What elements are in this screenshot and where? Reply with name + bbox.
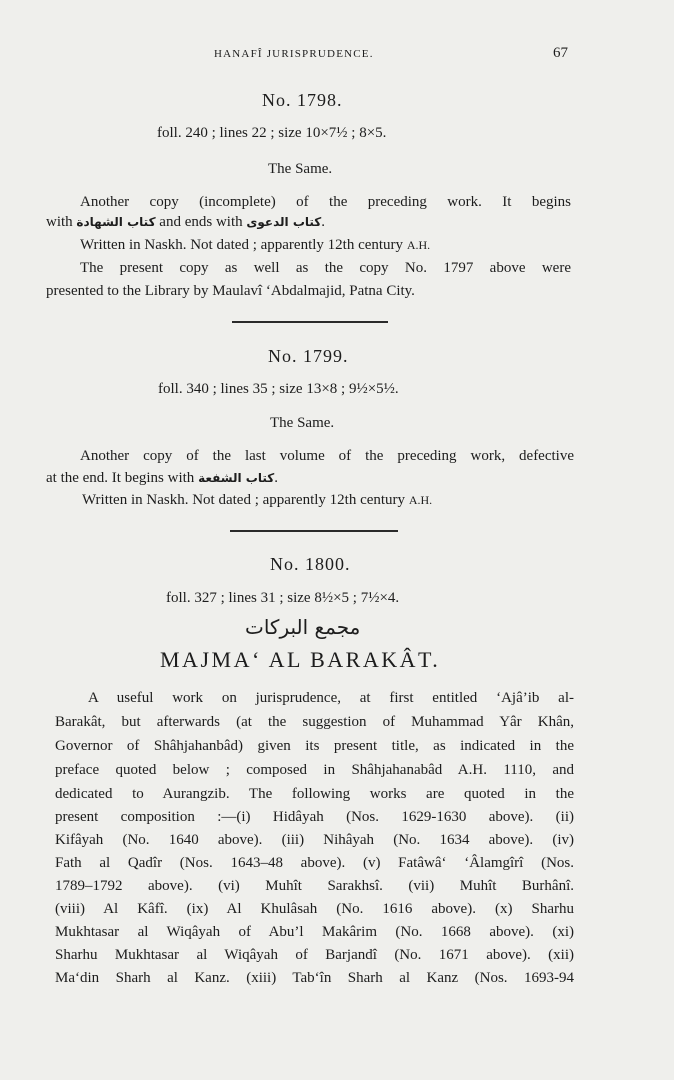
body-line: Sharhu Mukhtasar al Wiqâyah of Barjandî (No. 1671 above). (xii) [55, 947, 574, 963]
arabic-title: مجمع البركات [245, 615, 361, 639]
entry-number: No. 1800. [270, 554, 351, 574]
arabic-incipit: كتاب الشهادة [76, 215, 156, 229]
body-line: Kifâyah (No. 1640 above). (iii) Nihâyah (No. 1634 above). (iv) [55, 832, 574, 848]
entry-number: No. 1798. [262, 90, 343, 110]
entry-meta: foll. 327 ; lines 31 ; size 8½×5 ; 7½×4. [166, 590, 400, 606]
body-line: (viii) Al Kâfî. (ix) Al Khulâsah (No. 1616 above). (x) Sharhu [55, 901, 574, 917]
running-head: HANAFÎ JURISPRUDENCE. [214, 48, 374, 60]
text-line: presented to the Library by Maulavî ‘Abdalmajid, Patna City. [46, 283, 415, 299]
text-line: Another copy of the last volume of the preceding work, defective [80, 448, 574, 464]
entry-meta: foll. 340 ; lines 35 ; size 13×8 ; 9½×5½. [158, 381, 399, 397]
text-line: Written in Naskh. Not dated ; apparently 12th century A.H. [80, 237, 431, 253]
text-line: with كتاب الشهادة and ends with كتاب الدعوى. [46, 214, 326, 230]
section-divider [230, 530, 398, 532]
text-line: Another copy (incomplete) of the preceding work. It begins [80, 194, 571, 210]
body-line: Barakât, but afterwards (at the suggestion of Muhammad Yâr Khân, [55, 714, 574, 730]
entry-subtitle: The Same. [268, 161, 333, 177]
page-number: 67 [553, 45, 568, 61]
body-line: A useful work on jurisprudence, at first entitled ‘Ajâ’ib al- [88, 690, 574, 706]
text-line: The present copy as well as the copy No. 1797 above were [80, 260, 571, 276]
body-line: Mukhtasar al Wiqâyah of Abu’l Makârim (No. 1668 above). (xi) [55, 924, 574, 940]
body-line: Fath al Qadîr (Nos. 1643–48 above). (v) Fatâwâ‘ ‘Âlamgîrî (Nos. [55, 855, 574, 871]
arabic-incipit: كتاب الشفعة [198, 471, 275, 485]
text-line: at the end. It begins with كتاب الشفعة. [46, 470, 278, 486]
arabic-explicit: كتاب الدعوى [246, 215, 322, 229]
text-line: Written in Naskh. Not dated ; apparently 12th century A.H. [82, 492, 433, 508]
work-title: MAJMA‘ AL BARAKÂT. [160, 647, 441, 672]
section-divider [232, 321, 388, 323]
body-line: preface quoted below ; composed in Shâhjahanabâd A.H. 1110, and [55, 762, 574, 778]
body-line: Ma‘din Sharh al Kanz. (xiii) Tab‘în Sharh al Kanz (Nos. 1693-94 [55, 970, 574, 986]
body-line: Governor of Shâhjahanbâd) given its present title, as indicated in the [55, 738, 574, 754]
body-line: present composition :—(i) Hidâyah (Nos. 1629-1630 above). (ii) [55, 809, 574, 825]
body-line: dedicated to Aurangzib. The following works are quoted in the [55, 786, 574, 802]
body-line: 1789–1792 above). (vi) Muhît Sarakhsî. (vii) Muhît Burhânî. [55, 878, 574, 894]
entry-subtitle: The Same. [270, 415, 335, 431]
entry-number: No. 1799. [268, 346, 349, 366]
entry-meta: foll. 240 ; lines 22 ; size 10×7½ ; 8×5. [157, 125, 387, 141]
